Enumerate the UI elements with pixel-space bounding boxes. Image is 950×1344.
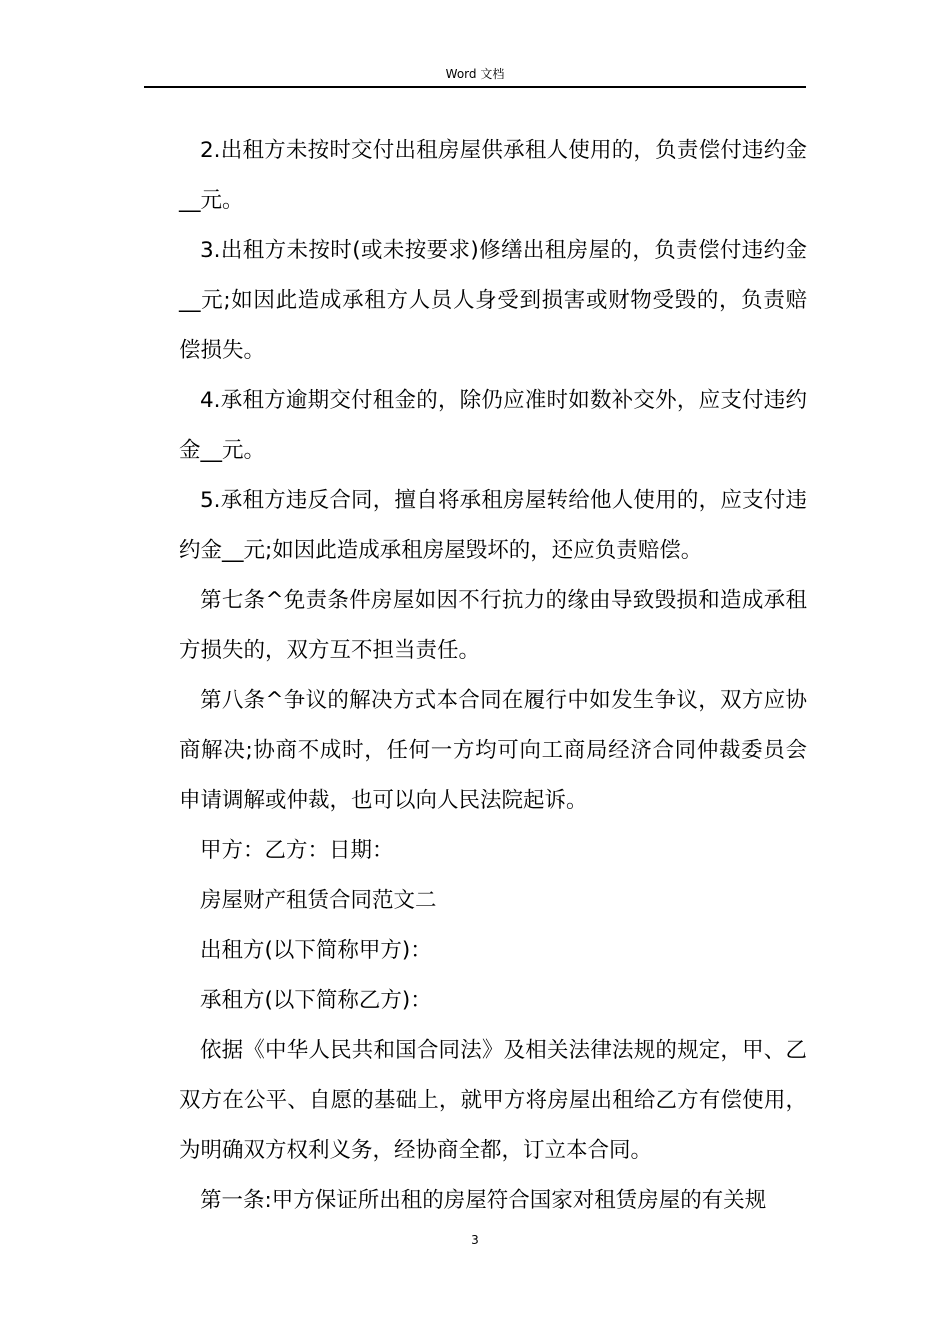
header-rule	[144, 86, 806, 88]
paragraph-article-7: 第七条^免责条件房屋如因不行抗力的缘由导致毁损和造成承租方损失的，双方互不担当责任。	[179, 588, 807, 663]
paragraph-penalty-3: 3.出租方未按时(或未按要求)修缮出租房屋的，负责偿付违约金__元;如因此造成承租方人员人身受到损害或财物受毁的，负责赔偿损失。	[179, 238, 807, 363]
paragraph-penalty-2: 2.出租方未按时交付出租房屋供承租人使用的，负责偿付违约金__元。	[179, 138, 807, 213]
paragraph-penalty-5: 5.承租方违反合同，擅自将承租房屋转给他人使用的，应支付违约金__元;如因此造成承租房屋毁坏的，还应负责赔偿。	[179, 488, 807, 563]
paragraph-section-title: 房屋财产租赁合同范文二	[200, 888, 437, 913]
page-number: 3	[471, 1233, 479, 1247]
paragraph-lessee: 承租方(以下简称乙方)：	[200, 988, 432, 1013]
paragraph-preamble: 依据《中华人民共和国合同法》及相关法律法规的规定，甲、乙双方在公平、自愿的基础上，就甲方将房屋出租给乙方有偿使用，为明确双方权利义务，经协商全都，订立本合同。	[179, 1038, 807, 1163]
paragraph-lessor: 出租方(以下简称甲方)：	[200, 938, 432, 963]
paragraph-signatures: 甲方：乙方：日期：	[200, 838, 394, 863]
paragraph-penalty-4: 4.承租方逾期交付租金的，除仍应准时如数补交外，应支付违约金__元。	[179, 388, 807, 463]
page-header: Word 文档	[445, 67, 505, 81]
paragraph-article-1: 第一条:甲方保证所出租的房屋符合国家对租赁房屋的有关规	[200, 1188, 767, 1213]
document-body	[179, 126, 807, 1226]
paragraph-article-8: 第八条^争议的解决方式本合同在履行中如发生争议，双方应协商解决;协商不成时，任何一方均可向工商局经济合同仲裁委员会申请调解或仲裁，也可以向人民法院起诉。	[179, 688, 807, 813]
